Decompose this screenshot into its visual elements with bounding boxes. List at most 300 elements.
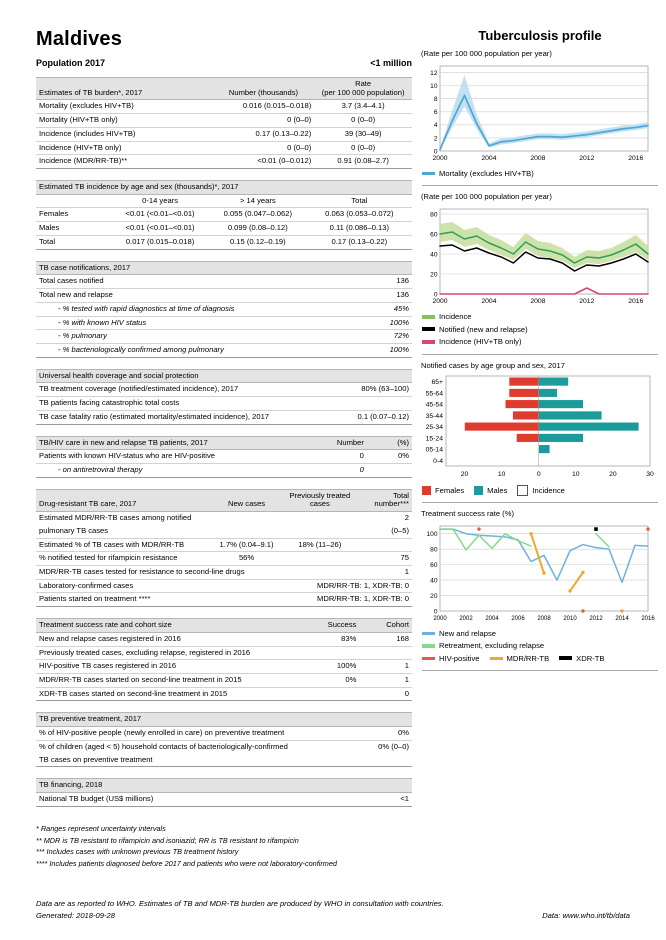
table-row [36, 181, 412, 195]
page-title: Maldives [36, 28, 123, 50]
row-label: Total [36, 235, 111, 249]
row-value: 168 [359, 632, 412, 646]
table-row [36, 155, 412, 169]
row-value: 1 [356, 566, 412, 580]
row-value: 0 (0–0) [314, 114, 412, 128]
burden-col-number: Number (thousands) [213, 78, 315, 100]
table-row [36, 397, 412, 411]
row-value: 1.7% (0.04–9.1) [209, 538, 284, 552]
svg-text:2000: 2000 [432, 298, 448, 306]
success-title: Treatment success rate and cohort size [36, 619, 299, 633]
row-value: 3.7 (3.4–4.1) [314, 100, 412, 114]
table-row [36, 369, 412, 383]
legend-label: Females [435, 485, 465, 495]
svg-text:45-54: 45-54 [425, 401, 443, 409]
notifications-title: TB case notifications, 2017 [36, 261, 412, 275]
svg-text:0: 0 [536, 470, 541, 478]
row-label: - % with known HIV status [36, 316, 344, 330]
table-row [36, 261, 412, 275]
mdr-rr-swatch [490, 657, 503, 661]
table-preventive-treatment [36, 712, 412, 767]
row-value: <1 [356, 793, 412, 807]
row-label: MDR/RR-TB cases tested for resistance to second-line drugs [36, 566, 356, 580]
mortality-chart-block [420, 49, 660, 186]
table-row [36, 235, 412, 249]
row-value: 136 [344, 289, 412, 303]
svg-text:2012: 2012 [579, 155, 595, 162]
mdr-col-prev-line2: cases [309, 499, 330, 509]
col-gt-14: > 14 years [209, 194, 307, 208]
incidence-chart-caption: (Rate per 100 000 population per year) [421, 192, 552, 202]
legend-label: Incidence (HIV+TB only) [439, 337, 522, 347]
incidence-outline-swatch [517, 485, 528, 496]
incidence-swatch [422, 315, 435, 319]
svg-text:35-44: 35-44 [425, 412, 443, 420]
incidence-notification-chart [420, 203, 656, 308]
svg-text:2000: 2000 [432, 155, 448, 162]
svg-text:2004: 2004 [481, 155, 497, 162]
row-label: Mortality (excludes HIV+TB) [36, 100, 213, 114]
row-value: 0.017 (0.015–0.018) [111, 235, 209, 249]
treatment-success-chart [420, 520, 656, 625]
svg-text:8: 8 [433, 96, 438, 104]
svg-text:2016: 2016 [628, 298, 644, 306]
table-row [36, 194, 412, 208]
mdr-col-total-line2: number*** [374, 499, 409, 509]
svg-text:0: 0 [433, 608, 438, 616]
row-value: 56% [209, 552, 284, 566]
svg-text:55-64: 55-64 [425, 389, 443, 397]
row-value: 0% [367, 450, 412, 464]
legend-item [490, 653, 550, 664]
svg-text:80: 80 [430, 211, 438, 219]
row-value: 100% [344, 316, 412, 330]
row-label: % notified tested for rifampicin resistance [36, 552, 209, 566]
row-value: 0.17 (0.13–0.22) [213, 127, 315, 141]
mdr-col-prev [284, 489, 355, 511]
footnote: * Ranges represent uncertainty intervals [36, 823, 166, 833]
table-row [36, 674, 412, 688]
row-value: 0 (0–0) [213, 141, 315, 155]
row-label: XDR-TB cases started on second-line treatment in 2015 [36, 687, 299, 701]
table-row [36, 208, 412, 222]
svg-text:15-24: 15-24 [425, 434, 443, 442]
preventive-title: TB preventive treatment, 2017 [36, 713, 412, 727]
row-value: 39 (30–49) [314, 127, 412, 141]
legend-label: MDR/RR-TB [506, 653, 550, 663]
row-label: Laboratory-confirmed cases [36, 579, 209, 593]
svg-text:6: 6 [433, 109, 438, 117]
row-label: TB treatment coverage (notified/estimated incidence), 2017 [36, 383, 307, 397]
burden-col-rate [314, 78, 412, 100]
svg-text:05-14: 05-14 [425, 446, 443, 454]
table-row [36, 114, 412, 128]
row-label: TB patients facing catastrophic total costs [36, 397, 307, 411]
table-row [36, 127, 412, 141]
row-label: Previously treated cases, excluding relapse, registered in 2016 [36, 646, 299, 660]
svg-text:40: 40 [430, 577, 438, 585]
row-value: 2 [404, 513, 409, 523]
footnote: *** Includes cases with unknown previous TB treatment history [36, 847, 239, 857]
mortality-swatch [422, 172, 435, 176]
table-row [36, 463, 412, 477]
population-row [36, 58, 412, 68]
legend-label: Males [487, 485, 508, 495]
table-row [36, 222, 412, 236]
table-row [36, 566, 412, 580]
row-value: 0 (0–0) [213, 114, 315, 128]
legend-label: HIV-positive [439, 653, 480, 663]
table-row [36, 619, 412, 633]
footer-note: Data are as reported to WHO. Estimates of TB and MDR-TB burden are produced by WHO in consultation with countries. [36, 899, 444, 908]
row-value [367, 463, 412, 477]
row-label: Incidence (HIV+TB only) [36, 141, 213, 155]
left-column [36, 28, 412, 870]
table-row [36, 538, 412, 552]
males-swatch [474, 486, 483, 495]
legend-item [422, 485, 464, 496]
svg-text:2: 2 [433, 135, 438, 143]
row-value: 0 [359, 687, 412, 701]
row-value [284, 512, 355, 525]
row-label: MDR/RR-TB cases started on second-line treatment in 2015 [36, 674, 299, 688]
svg-text:65+: 65+ [431, 378, 443, 386]
row-label: Patients started on treatment **** [36, 593, 209, 607]
row-value [307, 397, 412, 411]
spacer-cell [36, 194, 111, 208]
row-value [209, 512, 284, 525]
svg-text:2008: 2008 [537, 615, 551, 622]
row-value: 0% [337, 727, 412, 741]
divider [422, 185, 658, 186]
footer-generated: Generated: 2018-09-28 [36, 911, 115, 920]
age-sex-chart-block [420, 361, 660, 503]
svg-text:25-34: 25-34 [425, 423, 443, 431]
row-value: 0.17 (0.13–0.22) [307, 235, 412, 249]
row-value: 18% (11–26) [284, 538, 355, 552]
row-value: 0% (0–0) [378, 741, 409, 751]
legend-item [474, 485, 507, 496]
table-uhc [36, 369, 412, 425]
svg-text:20: 20 [430, 592, 438, 600]
profile-title: Tuberculosis profile [478, 28, 602, 43]
svg-text:2012: 2012 [589, 615, 603, 622]
legend-item [422, 311, 660, 322]
table-row [36, 330, 412, 344]
tbhiv-title: TB/HIV care in new and relapse TB patients, 2017 [36, 436, 307, 450]
footnotes [36, 823, 412, 870]
table-row [36, 593, 412, 607]
xdr-swatch [559, 656, 572, 660]
svg-text:0: 0 [433, 148, 438, 156]
row-value: 1 [359, 660, 412, 674]
table-incidence-age-sex [36, 180, 412, 250]
row-label: Total new and relapse [36, 289, 344, 303]
table-row [36, 343, 412, 357]
mdr-col-prev-line1: Previously treated [289, 490, 351, 500]
row-value: 0.016 (0.015–0.018) [213, 100, 315, 114]
incidence-chart-block [420, 192, 660, 354]
table-row [36, 525, 412, 538]
row-label: TB case fatality ratio (estimated mortality/estimated incidence), 2017 [36, 410, 307, 424]
svg-text:2016: 2016 [641, 615, 655, 622]
burden-col-rate-line1: Rate [355, 79, 372, 88]
table-treatment-success [36, 618, 412, 701]
svg-text:10: 10 [572, 470, 580, 478]
table-row [36, 410, 412, 424]
row-label: % of HIV-positive people (newly enrolled in care) on preventive treatment [36, 727, 337, 741]
row-value [299, 646, 359, 660]
svg-text:2006: 2006 [511, 615, 525, 622]
age-sex-title: Estimated TB incidence by age and sex (thousands)*, 2017 [36, 181, 412, 195]
svg-text:12: 12 [430, 69, 438, 77]
mdr-col-total-line1: Total [392, 490, 409, 500]
treatment-success-legend [422, 628, 660, 664]
table-row [36, 512, 412, 525]
treatment-success-caption: Treatment success rate (%) [421, 508, 514, 518]
legend-item [517, 485, 565, 496]
svg-text:2012: 2012 [579, 298, 595, 306]
table-tb-burden [36, 77, 412, 169]
legend-label: New and relapse [439, 628, 496, 638]
notified-swatch [422, 327, 435, 331]
table-row [36, 383, 412, 397]
tbhiv-col-pct: (%) [367, 436, 412, 450]
svg-text:2010: 2010 [563, 615, 577, 622]
svg-text:2008: 2008 [530, 298, 546, 306]
tbhiv-col-number: Number [307, 436, 367, 450]
row-value: 0.099 (0.08–0.12) [209, 222, 307, 236]
burden-title: Estimates of TB burden*, 2017 [36, 78, 213, 100]
row-label: New and relapse cases registered in 2016 [36, 632, 299, 646]
table-row [36, 100, 412, 114]
success-col-success: Success [299, 619, 359, 633]
row-label: - % tested with rapid diagnostics at time of diagnosis [36, 302, 344, 316]
new-relapse-swatch [422, 632, 435, 636]
svg-text:2004: 2004 [485, 615, 499, 622]
row-value: <0.01 (<0.01–<0.01) [111, 208, 209, 222]
row-label: pulmonary TB cases [36, 525, 209, 538]
table-tb-hiv-care [36, 436, 412, 478]
svg-text:2000: 2000 [433, 615, 447, 622]
legend-row [422, 653, 660, 664]
divider [422, 670, 658, 671]
legend-item [422, 628, 660, 639]
row-value: 136 [344, 275, 412, 289]
legend-label: Mortality (excludes HIV+TB) [439, 169, 534, 178]
row-value: 0.11 (0.086–0.13) [307, 222, 412, 236]
legend-item [559, 653, 604, 664]
legend-item [422, 640, 660, 651]
row-value: (0–5) [356, 525, 412, 538]
row-value: <0.01 (0–0.012) [213, 155, 315, 169]
hiv-tb-swatch [422, 340, 435, 344]
table-row [36, 275, 412, 289]
footnote: ** MDR is TB resistant to rifampicin and isoniazid; RR is TB resistant to rifampicin [36, 835, 299, 845]
svg-text:100: 100 [426, 531, 438, 539]
table-row [36, 713, 412, 727]
row-value: 0 [307, 450, 367, 464]
row-label: - on antiretroviral therapy [36, 463, 307, 477]
row-label: Mortality (HIV+TB only) [36, 114, 213, 128]
row-value: 0% [299, 674, 359, 688]
row-label: Incidence (MDR/RR-TB)** [36, 155, 213, 169]
row-value [356, 538, 412, 552]
svg-text:2016: 2016 [628, 155, 644, 162]
table-row [36, 727, 412, 741]
row-value: 0.063 (0.053–0.072) [307, 208, 412, 222]
legend-label: XDR-TB [576, 653, 605, 663]
row-value: 1 [359, 674, 412, 688]
row-value: 0 [307, 463, 367, 477]
table-row [36, 579, 412, 593]
row-value [299, 687, 359, 701]
svg-text:80: 80 [430, 546, 438, 554]
svg-text:20: 20 [460, 470, 469, 478]
row-label: % of children (aged < 5) household contacts of bacteriologically-confirmed [39, 741, 288, 751]
legend-label: Incidence [532, 485, 565, 495]
population-value: <1 million [370, 58, 412, 68]
mortality-chart [420, 60, 656, 165]
table-row [36, 632, 412, 646]
svg-text:60: 60 [430, 231, 438, 239]
table-row [36, 302, 412, 316]
financing-title: TB financing, 2018 [36, 779, 412, 793]
col-0-14: 0-14 years [111, 194, 209, 208]
table-row [36, 141, 412, 155]
mdr-title: Drug-resistant TB care, 2017 [36, 489, 209, 511]
row-value: MDR/RR-TB: 1, XDR-TB: 0 [209, 579, 412, 593]
svg-text:2002: 2002 [459, 615, 473, 622]
row-value [337, 754, 412, 767]
legend-label: Notified (new and relapse) [439, 324, 528, 334]
svg-text:30: 30 [646, 470, 654, 478]
table-case-notifications [36, 261, 412, 358]
row-label: Males [36, 222, 111, 236]
row-label: TB cases on preventive treatment [36, 754, 337, 767]
mortality-chart-caption: (Rate per 100 000 population per year) [421, 49, 552, 58]
row-label: - % pulmonary [36, 330, 344, 344]
svg-text:20: 20 [609, 470, 617, 478]
row-label: Estimated MDR/RR-TB cases among notified [39, 513, 192, 523]
svg-text:10: 10 [430, 83, 438, 91]
table-row [36, 436, 412, 450]
table-row [36, 660, 412, 674]
mdr-col-total [356, 489, 412, 511]
row-value: 0.15 (0.12–0.19) [209, 235, 307, 249]
table-row [36, 552, 412, 566]
legend-item [422, 336, 660, 347]
right-column [420, 28, 660, 677]
row-value: 0.1 (0.07–0.12) [307, 410, 412, 424]
legend-label: Retreatment, excluding relapse [439, 641, 545, 651]
table-row [36, 489, 412, 511]
row-value [284, 525, 355, 538]
row-label: HIV-positive TB cases registered in 2016 [36, 660, 299, 674]
legend-item [422, 653, 480, 664]
divider [422, 354, 658, 355]
table-row [36, 78, 412, 100]
svg-text:40: 40 [430, 251, 438, 259]
divider [422, 502, 658, 503]
svg-text:2008: 2008 [530, 155, 546, 162]
table-financing [36, 778, 412, 806]
row-value: 45% [344, 302, 412, 316]
age-sex-chart-title: Notified cases by age group and sex, 2017 [421, 360, 565, 370]
mdr-col-new: New cases [209, 489, 284, 511]
table-row [36, 740, 412, 753]
success-col-cohort: Cohort [359, 619, 412, 633]
footer-meta-row [36, 911, 630, 920]
row-label: Females [36, 208, 111, 222]
row-value: 75 [356, 552, 412, 566]
row-label: Total cases notified [36, 275, 344, 289]
table-row [36, 646, 412, 660]
table-row [36, 289, 412, 303]
row-value [209, 525, 284, 538]
svg-text:10: 10 [497, 470, 506, 478]
svg-text:60: 60 [430, 561, 438, 569]
legend-label: Incidence [439, 312, 472, 322]
svg-text:2014: 2014 [615, 615, 629, 622]
row-label: Patients with known HIV-status who are HIV-positive [36, 450, 307, 464]
row-label: Estimated % of TB cases with MDR/RR-TB [36, 538, 209, 552]
table-drug-resistant-tb [36, 489, 412, 607]
svg-text:20: 20 [430, 271, 438, 279]
row-value: MDR/RR-TB: 1, XDR-TB: 0 [209, 593, 412, 607]
treatment-success-chart-block [420, 509, 660, 671]
incidence-legend [422, 311, 660, 347]
retreatment-swatch [422, 644, 435, 648]
row-label: National TB budget (US$ millions) [36, 793, 356, 807]
footnote: **** Includes patients diagnosed before 2017 and patients who were not laboratory-confirmed [36, 859, 337, 869]
hiv-positive-swatch [422, 657, 435, 661]
age-sex-pyramid [420, 372, 656, 482]
row-value: 0.055 (0.047–0.062) [209, 208, 307, 222]
footer-source: Data: www.who.int/tb/data [542, 911, 630, 920]
table-row [36, 779, 412, 793]
uhc-title: Universal health coverage and social protection [36, 369, 412, 383]
svg-text:0: 0 [433, 291, 438, 299]
page-footer [36, 899, 630, 920]
row-value [359, 646, 412, 660]
legend-item [422, 168, 660, 179]
svg-text:4: 4 [433, 122, 438, 130]
svg-text:0-4: 0-4 [433, 457, 443, 465]
females-swatch [422, 486, 431, 495]
burden-col-rate-line2: (per 100 000 population) [321, 87, 405, 97]
pyramid-legend [422, 485, 660, 496]
table-row [36, 754, 412, 767]
row-value: 83% [299, 632, 359, 646]
population-label: Population 2017 [36, 58, 106, 68]
row-value: <0.01 (<0.01–<0.01) [111, 222, 209, 236]
row-value: 80% (63–100) [307, 383, 412, 397]
row-label: Incidence (includes HIV+TB) [36, 127, 213, 141]
row-value: 100% [344, 343, 412, 357]
svg-text:2004: 2004 [481, 298, 497, 306]
row-value: 0.91 (0.08–2.7) [314, 155, 412, 169]
legend-row [422, 485, 660, 496]
row-value: 100% [299, 660, 359, 674]
legend-item [422, 324, 660, 335]
row-value: 0 (0–0) [314, 141, 412, 155]
table-row [36, 687, 412, 701]
mortality-legend [422, 168, 660, 179]
col-total: Total [307, 194, 412, 208]
row-label: - % bacteriologically confirmed among pulmonary [36, 343, 344, 357]
table-row [36, 793, 412, 807]
